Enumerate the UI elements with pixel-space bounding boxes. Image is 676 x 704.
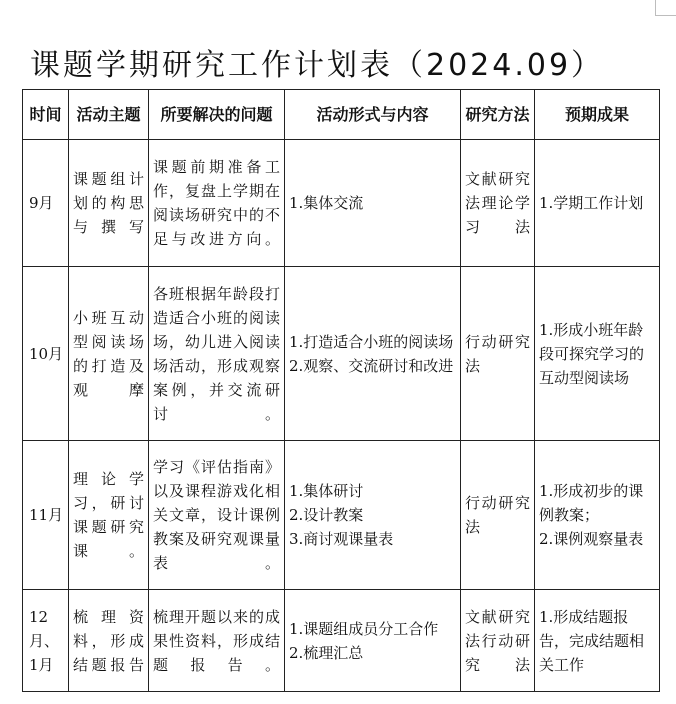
cell-method: 行动研究法 bbox=[461, 267, 535, 441]
header-problem: 所要解决的问题 bbox=[149, 90, 285, 140]
header-theme: 活动主题 bbox=[69, 90, 149, 140]
result-item: 1.形成结题报告，完成结题相关工作 bbox=[539, 607, 645, 674]
plan-table bbox=[22, 89, 660, 692]
page-title: 课题学期研究工作计划表（2024.09） bbox=[30, 48, 605, 84]
table-row bbox=[23, 267, 660, 441]
activity-item: 1.集体研讨 bbox=[289, 482, 364, 500]
cell-activities bbox=[285, 441, 461, 590]
result-item: 1.形成小班年龄段可探究学习的互动型阅读场 bbox=[539, 320, 645, 387]
activity-item: 1.打造适合小班的阅读场 bbox=[289, 332, 454, 351]
cell-results bbox=[535, 267, 660, 441]
result-item: 2.课例观察量表 bbox=[539, 530, 644, 548]
cell-theme: 小班互动型阅读场的打造及观摩 bbox=[69, 267, 149, 441]
header-time: 时间 bbox=[23, 90, 69, 140]
result-item: 1.形成初步的课例教案； bbox=[539, 482, 644, 524]
activity-item: 3.商讨观课量表 bbox=[289, 530, 394, 548]
header-row bbox=[23, 90, 660, 140]
cell-results bbox=[535, 441, 660, 590]
cell-activities bbox=[285, 267, 461, 441]
cell-time: 12月、1月 bbox=[23, 590, 69, 692]
cell-problem: 梳理开题以来的成果性资料，形成结题报告。 bbox=[149, 590, 285, 692]
table-row bbox=[23, 590, 660, 692]
cell-time: 10月 bbox=[23, 267, 69, 441]
cell-results bbox=[535, 140, 660, 267]
cell-method: 行动研究法 bbox=[461, 441, 535, 590]
header-results: 预期成果 bbox=[535, 90, 660, 140]
table-row bbox=[23, 140, 660, 267]
cell-problem: 学习《评估指南》以及课程游戏化相关文章，设计课例教案及研究观课量表。 bbox=[149, 441, 285, 590]
activity-item: 2.设计教案 bbox=[289, 506, 364, 524]
corner-crop-mark bbox=[655, 0, 676, 16]
cell-method: 文献研究法理论学习法 bbox=[461, 140, 535, 267]
cell-activities bbox=[285, 590, 461, 692]
activity-item: 2.梳理汇总 bbox=[289, 643, 364, 662]
activity-item: 2.观察、交流研讨和改进 bbox=[289, 356, 454, 375]
cell-results bbox=[535, 590, 660, 692]
cell-time: 9月 bbox=[23, 140, 69, 267]
activity-item: 1.集体交流 bbox=[289, 194, 364, 212]
cell-method: 文献研究法行动研究法 bbox=[461, 590, 535, 692]
cell-time: 11月 bbox=[23, 441, 69, 590]
cell-theme: 梳理资料，形成结题报告 bbox=[69, 590, 149, 692]
header-method: 研究方法 bbox=[461, 90, 535, 140]
header-activities: 活动形式与内容 bbox=[285, 90, 461, 140]
activity-item: 1.课题组成员分工合作 bbox=[289, 619, 439, 638]
cell-problem: 各班根据年龄段打造适合小班的阅读场，幼儿进入阅读场活动，形成观察案例，并交流研讨。 bbox=[149, 267, 285, 441]
cell-theme: 理论学习，研讨课题研究课。 bbox=[69, 441, 149, 590]
cell-theme: 课题组计划的构思与撰写 bbox=[69, 140, 149, 267]
result-item: 1.学期工作计划 bbox=[539, 194, 644, 212]
cell-problem: 课题前期准备工作，复盘上学期在阅读场研究中的不足与改进方向。 bbox=[149, 140, 285, 267]
table-row bbox=[23, 441, 660, 590]
cell-activities bbox=[285, 140, 461, 267]
